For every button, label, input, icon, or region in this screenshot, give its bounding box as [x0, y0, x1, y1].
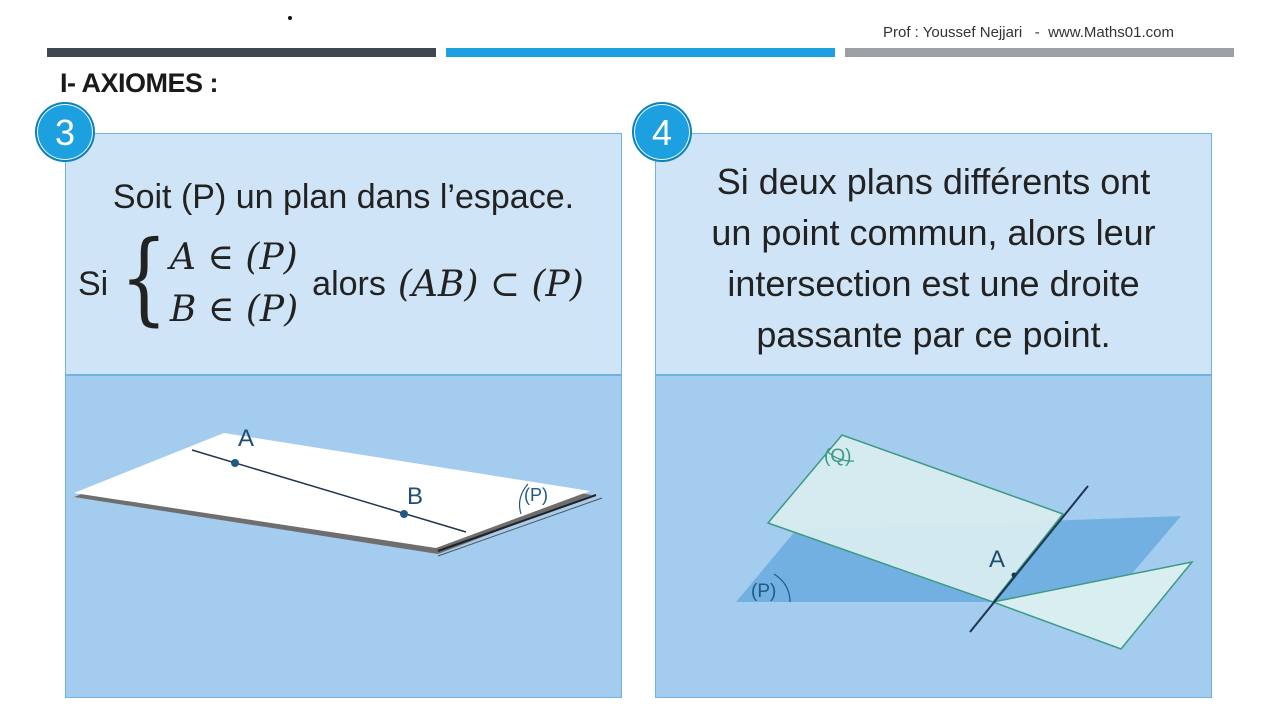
plane-p-label: (P) [524, 485, 548, 505]
point-b-label: B [407, 483, 424, 510]
axiom4-line: un point commun, alors leur [711, 212, 1156, 253]
point-a-dot [231, 459, 239, 467]
point-a-label: A [989, 546, 1006, 573]
axiom4-number-badge: 4 [632, 102, 692, 162]
plane-p [74, 433, 590, 548]
axiom4-statement-panel [655, 133, 1212, 375]
header-bar-blue [446, 48, 835, 57]
axiom4-statement [656, 156, 1211, 360]
axiom4-line: passante par ce point. [756, 314, 1111, 355]
stray-dot [288, 16, 292, 20]
plane-p-label: (P) [751, 581, 777, 602]
left-brace: { [120, 219, 168, 336]
point-b-dot [400, 510, 408, 518]
axiom3-line1: Soit (P) un plan dans l’espace. [112, 178, 575, 216]
axiom4-line: Si deux plans différents ont [716, 161, 1151, 202]
section-title: I- AXIOMES : [60, 68, 219, 98]
author-credit: Prof : Youssef Nejjari - www.Maths01.com [883, 24, 1174, 41]
header-bar-gray [845, 48, 1234, 57]
axiom3-si: Si [78, 264, 109, 303]
plane-q-label: (Q) [824, 446, 852, 467]
header-bar-dark [47, 48, 436, 57]
axiom3-conditions [170, 232, 298, 336]
axiom3-conclusion: (AB) ⊂ (P) [397, 263, 584, 305]
axiom4-figure [656, 376, 1212, 698]
axiom4-figure-panel [655, 375, 1212, 698]
axiom3-number-badge: 3 [35, 102, 95, 162]
axiom3-alors: alors [312, 264, 386, 303]
point-a-dot [1012, 573, 1017, 578]
axiom3-condition-b: B ∈ (P) [169, 289, 299, 330]
point-a-label: A [238, 425, 255, 452]
axiom3-figure-panel [65, 375, 622, 698]
axiom3-statement-panel [65, 133, 622, 375]
axiom3-figure [66, 376, 622, 698]
axiom3-condition-a: A ∈ (P) [169, 237, 298, 278]
axiom3-formula [78, 219, 584, 339]
axiom4-line: intersection est une droite [727, 263, 1140, 304]
